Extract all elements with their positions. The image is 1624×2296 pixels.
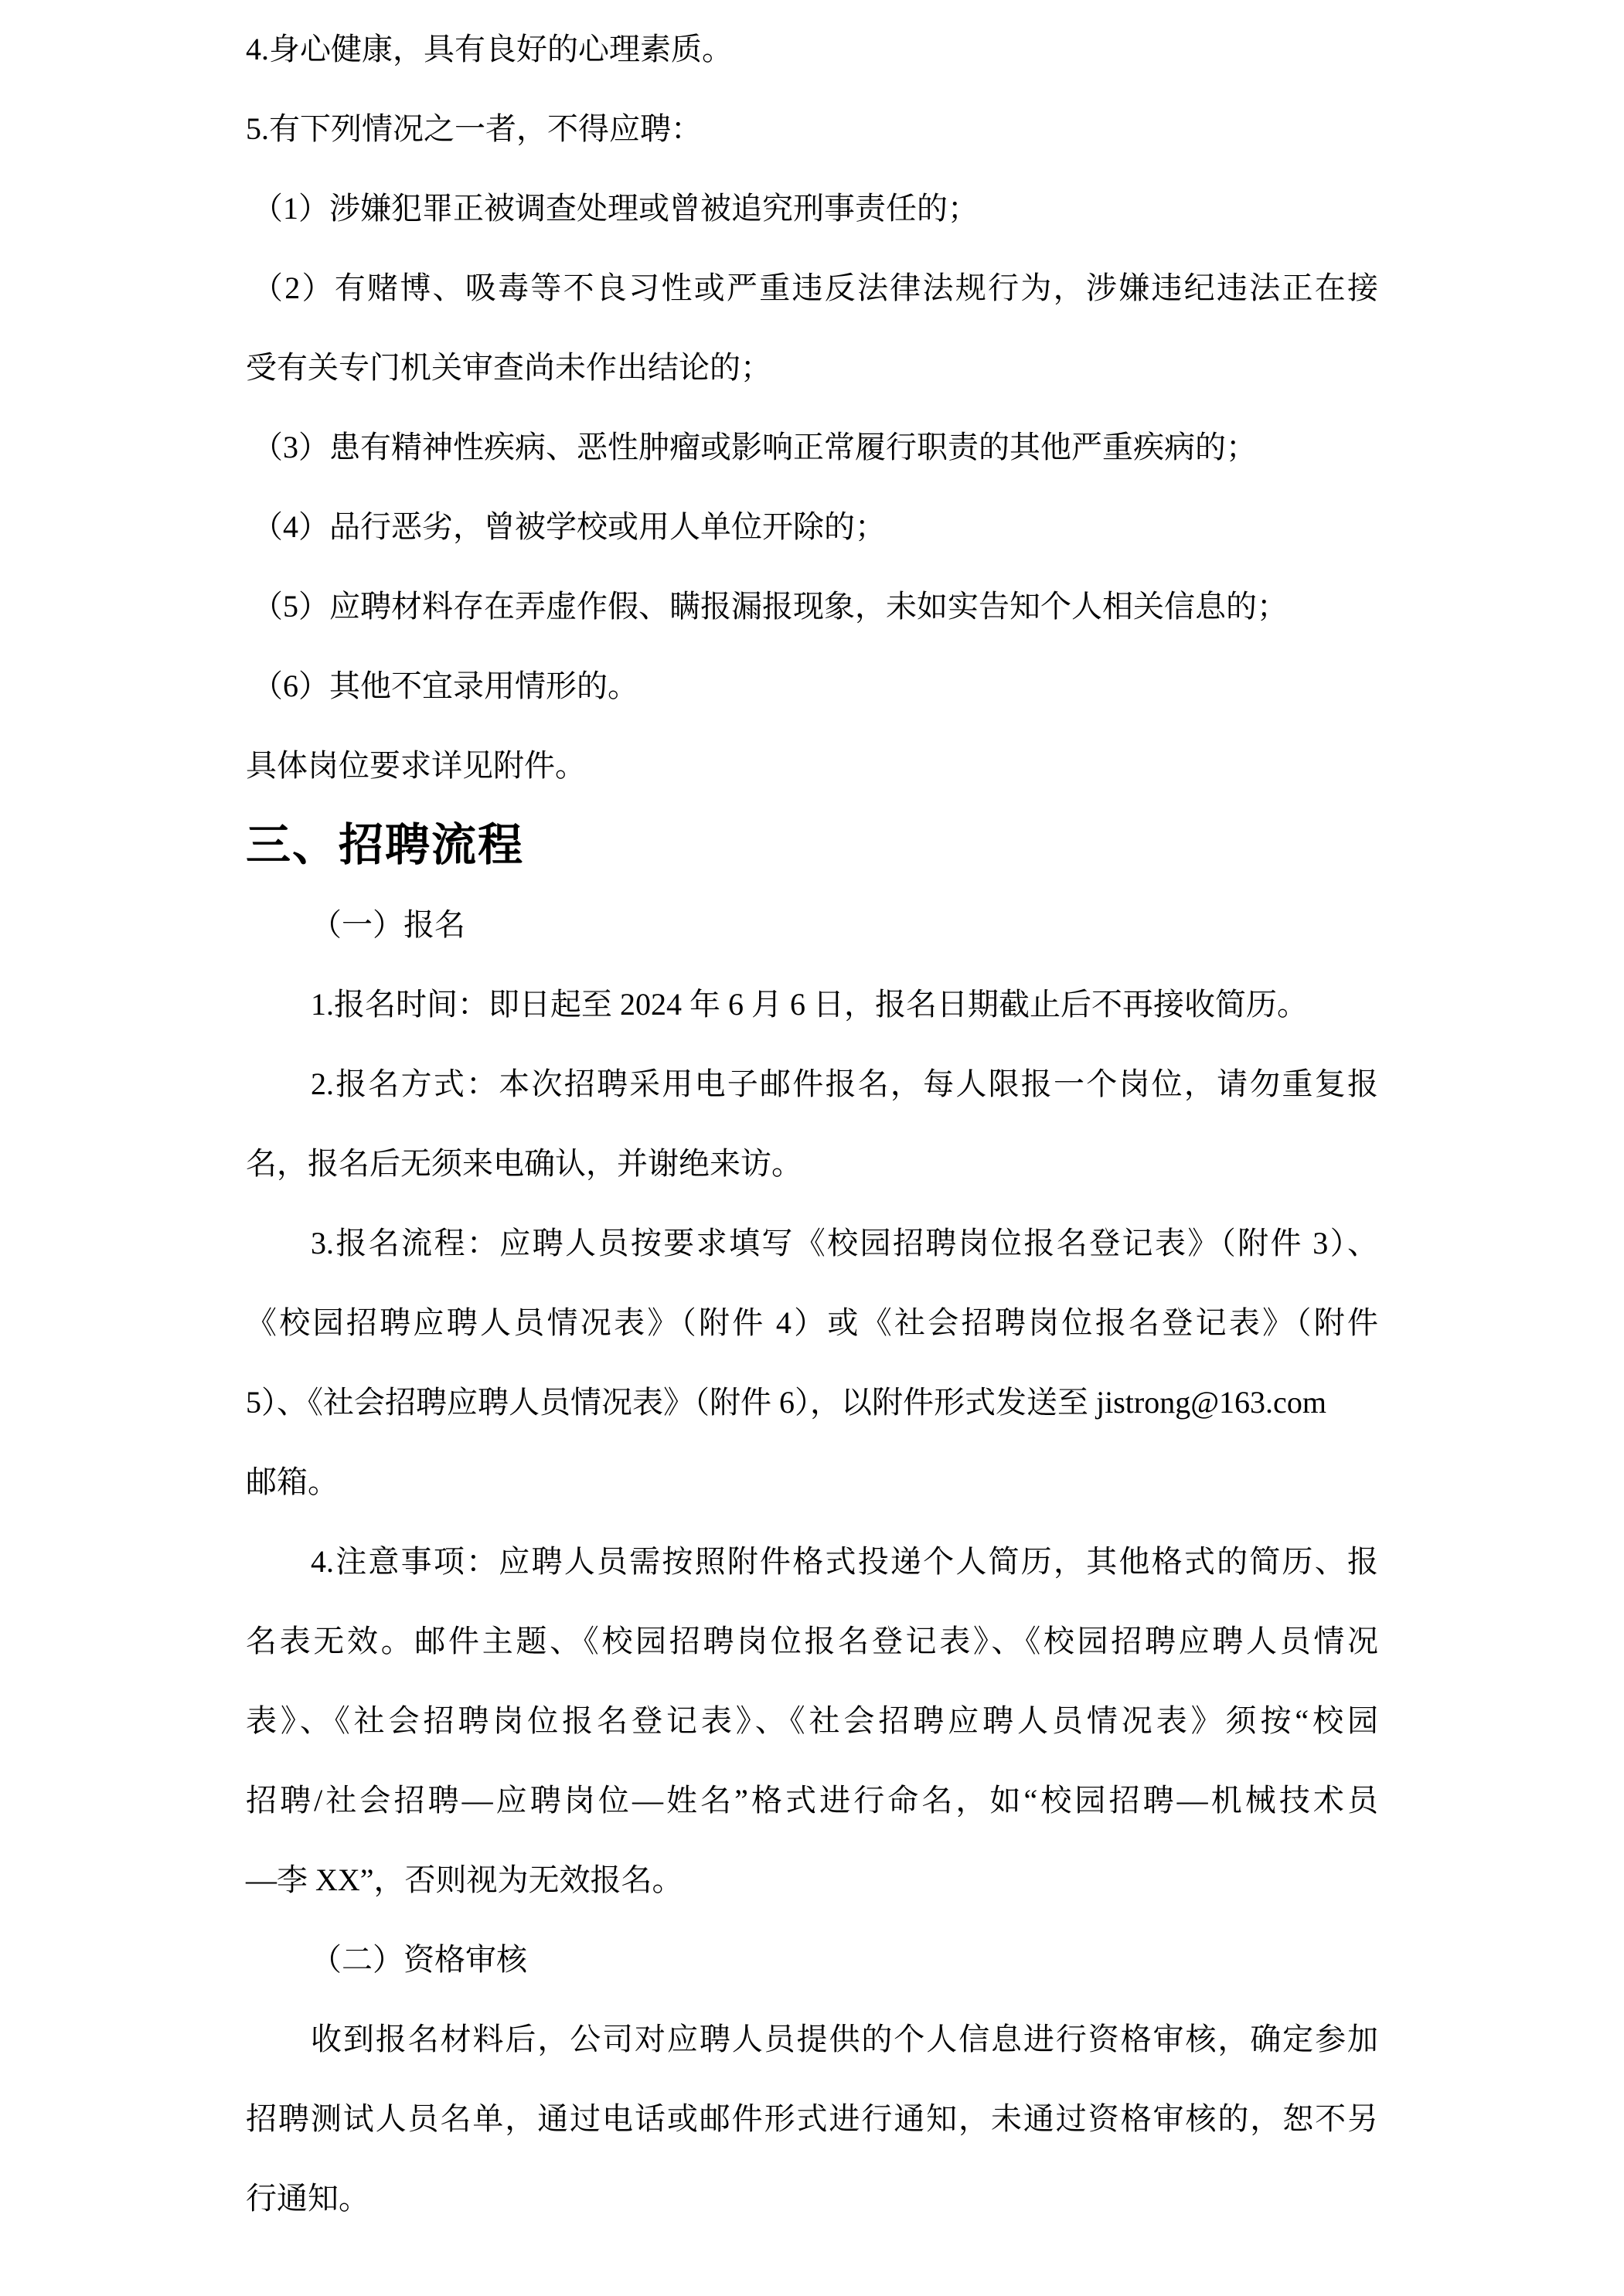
paragraph-line: 具体岗位要求详见附件。 <box>246 748 586 783</box>
paragraph-line: 邮箱。 <box>246 1464 339 1499</box>
paragraph-line: 3.报名流程：应聘人员按要求填写《校园招聘岗位报名登记表》（附件 3）、 <box>311 1226 1378 1260</box>
paragraph-line: 表》、《社会招聘岗位报名登记表》、《社会招聘应聘人员情况表》须按“校园 <box>246 1703 1378 1738</box>
list-item: （3）患有精神性疾病、恶性肿瘤或影响正常履行职责的其他严重疾病的； <box>252 430 1257 464</box>
paragraph-line: 名，报名后无须来电确认，并谢绝来访。 <box>246 1146 802 1181</box>
paragraph-line: —李 XX”，否则视为无效报名。 <box>246 1862 683 1897</box>
paragraph-line: 4.身心健康，具有良好的心理素质。 <box>246 32 733 66</box>
list-item: （4）品行恶劣，曾被学校或用人单位开除的； <box>252 509 886 544</box>
paragraph-line: 招聘/社会招聘—应聘岗位—姓名”格式进行命名，如“校园招聘—机械技术员 <box>246 1783 1378 1818</box>
list-item: （6）其他不宜录用情形的。 <box>252 668 638 703</box>
paragraph-line: 1.报名时间：即日起至 2024 年 6 月 6 日，报名日期截止后不再接收简历。 <box>311 987 1308 1022</box>
paragraph-line: 行通知。 <box>246 2181 369 2216</box>
paragraph-line: 受有关专门机关审查尚未作出结论的； <box>246 350 771 385</box>
paragraph-line: 名表无效。邮件主题、《校园招聘岗位报名登记表》、《校园招聘应聘人员情况 <box>246 1624 1378 1658</box>
list-item: （5）应聘材料存在弄虚作假、瞒报漏报现象，未如实告知个人相关信息的； <box>252 589 1288 624</box>
subsection-heading-qualification-review: （二）资格审核 <box>311 1942 527 1977</box>
list-item: （1）涉嫌犯罪正被调查处理或曾被追究刑事责任的； <box>252 191 979 226</box>
list-item: （2）有赌博、吸毒等不良习性或严重违反法律法规行为，涉嫌违纪违法正在接 <box>252 270 1378 305</box>
section-heading-recruitment-process: 三、招聘流程 <box>246 820 525 870</box>
paragraph-line: 4.注意事项：应聘人员需按照附件格式投递个人简历，其他格式的简历、报 <box>311 1544 1378 1579</box>
subsection-heading-registration: （一）报名 <box>311 907 465 942</box>
paragraph-line: 2.报名方式：本次招聘采用电子邮件报名，每人限报一个岗位，请勿重复报 <box>311 1066 1378 1101</box>
paragraph-line: 《校园招聘应聘人员情况表》（附件 4）或《社会招聘岗位报名登记表》（附件 <box>246 1305 1378 1340</box>
paragraph-line: 收到报名材料后，公司对应聘人员提供的个人信息进行资格审核，确定参加 <box>311 2022 1378 2056</box>
paragraph-line-email: 5）、《社会招聘应聘人员情况表》（附件 6），以附件形式发送至 jistrong@163.com <box>246 1385 1326 1420</box>
paragraph-line: 招聘测试人员名单，通过电话或邮件形式进行通知，未通过资格审核的，恕不另 <box>246 2101 1378 2136</box>
paragraph-line: 5.有下列情况之一者，不得应聘： <box>246 111 702 146</box>
